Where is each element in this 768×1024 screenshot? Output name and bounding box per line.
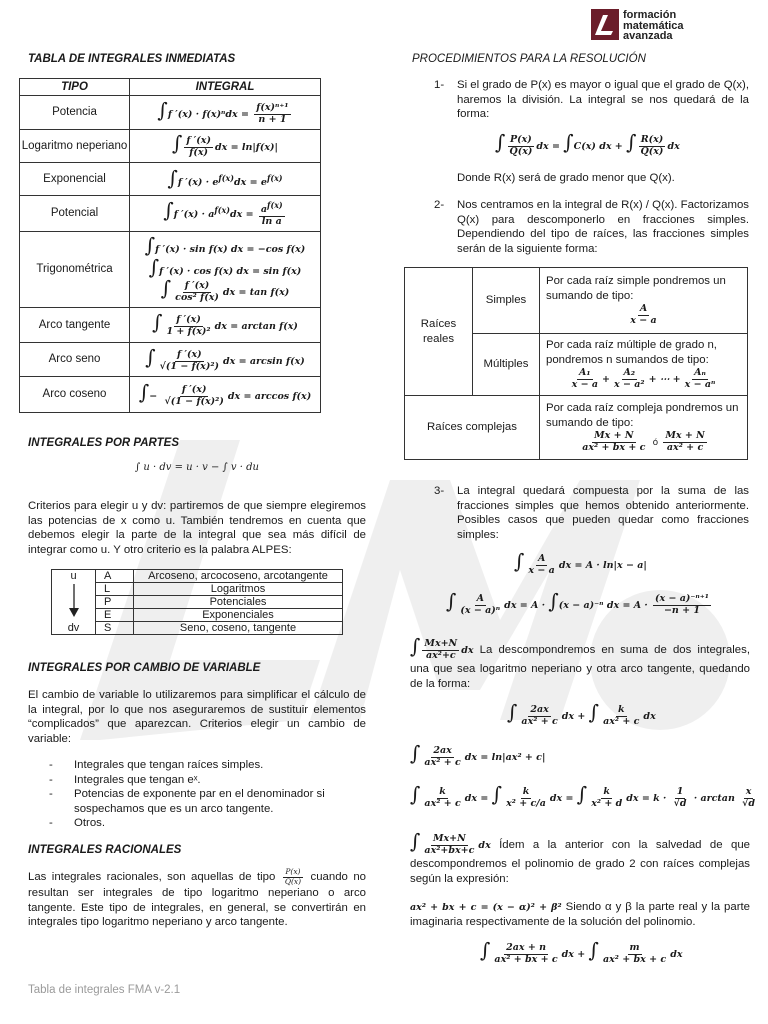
step1-formula: ∫ $\frac{P(x)}{Q(x)}$ dx = ∫C(x) dx + ∫ $\frac{R(x)}{Q(x)}$ dx bbox=[495, 130, 680, 157]
step3-text: La integral quedará compuesta por la suma de las fracciones simples que hemos obtenido anteriormente. Posibles casos que pueden quedar como fracciones simples: bbox=[457, 485, 749, 541]
formula-potencial: ∫f $'(x) \cdot a^{f(x)}dx$ = $\frac{a^{f(x)}}{\text{ln a}}$ bbox=[130, 196, 321, 232]
row-tipo: Arco seno bbox=[20, 343, 130, 377]
formula-arcotangente: ∫ $\frac{f '(x)}{\text{1 + f(x)²}}$ dx = arctan f(x) bbox=[130, 308, 321, 343]
alpes-desc: Logaritmos bbox=[134, 583, 343, 596]
alpha-paragraph: ax² + bx + c = (x − α)² + β² Siendo α y β la parte real y la parte imaginaria respectivamente de la solución del polinomio. bbox=[410, 901, 750, 928]
arrow-down-icon bbox=[52, 583, 96, 622]
list-item: - Integrales que tengan raíces simples. bbox=[28, 758, 366, 773]
racionales-text: Las integrales racionales, son aquellas de tipo $\frac{P(x)}{Q(x)}$ cuando no resultan ser integrales de tipo logaritmo neperiano o arco tangente. Este tipo de integrales, en general, se convertirán en integrales tipo logaritmo neperiano y arco tangente. bbox=[28, 867, 366, 929]
formula-potencia: ∫f ′(x) · f(x)ⁿdx = $\frac{\text{f(x)ⁿ⁺¹}}{n + 1}$ bbox=[130, 96, 321, 130]
formula-exponencial: ∫f $'(x) \cdot e^{f(x)}dx = e^{f(x)}$ bbox=[130, 163, 321, 196]
alpes-dv: dv bbox=[52, 622, 96, 635]
complex-paragraph: ∫ $\frac{Mx+N}{\text{ax²+bx+c}}$ dx Ídem a la anterior con la salvedad de que descompondremos el polinomio de grado 2 con raíces complejas según la expresión: bbox=[410, 829, 750, 885]
alpes-desc: Seno, coseno, tangente bbox=[134, 622, 343, 635]
step3-number: 3- bbox=[434, 485, 445, 497]
logo-line-1: formación bbox=[623, 9, 677, 21]
formula-ln-quadratic: ∫ $\frac{2ax}{\text{ax² + c}}$ dx = ln|ax² + c| bbox=[410, 741, 546, 768]
alpes-letter: S bbox=[96, 622, 134, 635]
list-item: - Potencias de exponente par en el denominador si sospechamos que es un arco tangente. bbox=[28, 787, 366, 816]
multiples-desc: Por cada raíz múltiple de grado n, pondremos n sumandos de tipo: bbox=[546, 339, 717, 367]
list-item: - Otros. bbox=[28, 816, 366, 831]
alpes-desc: Arcoseno, arcocoseno, arcotangente bbox=[134, 570, 343, 583]
alpes-letter: E bbox=[96, 609, 134, 622]
formula-ln-simple: ∫ $\frac{A}{x - a}$ dx = A · ln|x − a| bbox=[514, 549, 647, 576]
footer-version: Tabla de integrales FMA v-2.1 bbox=[28, 984, 181, 996]
table-inmediatas-title: TABLA DE INTEGRALES INMEDIATAS bbox=[28, 53, 236, 65]
row-tipo: Arco coseno bbox=[20, 377, 130, 413]
cambio-list bbox=[28, 758, 366, 831]
alpes-desc: Potenciales bbox=[134, 596, 343, 609]
simples-cell: Por cada raíz simple pondremos un sumando de tipo: $\frac{A}{x - a}$ bbox=[540, 268, 748, 334]
alpes-desc: Exponenciales bbox=[134, 609, 343, 622]
logo-line-2: matemática bbox=[623, 19, 684, 32]
row-tipo: Exponencial bbox=[20, 163, 130, 196]
formula-complex-split: ∫ $\frac{2ax + n}{\text{ax² + bx + c}}$ dx + ∫ $\frac{m}{\text{ax² + bx + c}}$ dx bbox=[480, 938, 683, 965]
procedimientos-title: PROCEDIMIENTOS PARA LA RESOLUCIÓN bbox=[412, 53, 646, 65]
formula-arcoseno: ∫ $\frac{f '(x)}{\text{√(1 − f(x)²)}}$ dx = arcsin f(x) bbox=[130, 343, 321, 377]
alpes-letter: L bbox=[96, 583, 134, 596]
list-item: - Integrales que tengan eˣ. bbox=[28, 773, 366, 788]
complejas-desc: Por cada raíz compleja pondremos un sumando de tipo: bbox=[546, 402, 739, 430]
formula-logaritmo: ∫ $\frac{f '(x)}{f(x)}$ dx = ln|f(x)| bbox=[130, 130, 321, 163]
mxn-paragraph: ∫ $\frac{Mx+N}{\text{ax²+c}}$ dx La descompondremos en suma de dos integrales, una que sea logaritmo neperiano y otra arco tangente, quedando de la forma: bbox=[410, 634, 750, 690]
step2-text: Nos centramos en la integral de R(x) / Q(x). Factorizamos Q(x) para descomponerlo en fracciones simples. Dependiendo del tipo de raíces, las fracciones simples serán de la siguiente forma: bbox=[457, 199, 749, 255]
row-tipo: Logaritmo neperiano bbox=[20, 130, 130, 163]
multiples-cell: Por cada raíz múltiple de grado n, pondremos n sumandos de tipo: $\frac{\text{A₁}}{x - a}$ + $\frac{\text{A₂}}{\text{x − a²}}$ + ⋯ + $\frac{\text{Aₙ}}{\text{x − aⁿ}}$ bbox=[540, 334, 748, 396]
logo-line-3: avanzada bbox=[623, 30, 673, 42]
alpes-letter: P bbox=[96, 596, 134, 609]
alpes-letter: A bbox=[96, 570, 134, 583]
simples-desc: Por cada raíz simple pondremos un sumando de tipo: bbox=[546, 275, 726, 303]
multiples-label: Múltiples bbox=[473, 334, 540, 396]
formula-arctan: ∫ $\frac{k}{\text{ax² + c}}$ dx = ∫ $\frac{k}{\text{x² + c/a}}$ dx = ∫ $\frac{k}{\text{x² + d}}$ dx = k · $\frac{1}{√d}$ · arctan $\frac{x}{√d}$ bbox=[410, 782, 756, 809]
simples-label: Simples bbox=[473, 268, 540, 334]
formula-arcocoseno: ∫− $\frac{f '(x)}{\text{√(1 − f(x)²)}}$ dx = arccos f(x) bbox=[130, 377, 321, 413]
step2-number: 2- bbox=[434, 199, 445, 211]
step1-note: Donde R(x) será de grado menor que Q(x). bbox=[457, 172, 675, 184]
step1-number: 1- bbox=[434, 79, 445, 91]
raices-reales: Raíces reales bbox=[405, 268, 473, 396]
partes-text: Criterios para elegir u y dv: partiremos de que siempre elegiremos las potencias de x como u. También tendremos en cuenta que debemos elegir la parte de la integral que sea más difícil de integrar como u. Y otro criterio es la palabra ALPES: bbox=[28, 500, 366, 556]
brand-logo bbox=[591, 9, 741, 43]
row-tipo: Potencia bbox=[20, 96, 130, 130]
logo-mark-icon bbox=[591, 9, 619, 40]
racionales-title: INTEGRALES RACIONALES bbox=[28, 844, 182, 856]
row-tipo: Arco tangente bbox=[20, 308, 130, 343]
formula-trigonometrica: ∫f ′(x) · sin f(x) dx = −cos f(x) ∫f ′(x) · cos f(x) dx = sin f(x) ∫ $\frac{f '(x)}{\text{cos² f(x)}}$ dx = tan f(x) bbox=[130, 232, 321, 308]
partes-formula: ∫ u · dv = u · v − ∫ v · du bbox=[135, 462, 259, 473]
col-integral-header: INTEGRAL bbox=[130, 79, 321, 96]
row-tipo: Trigonométrica bbox=[20, 232, 130, 308]
alpes-table bbox=[51, 569, 343, 635]
roots-table bbox=[404, 267, 748, 460]
raices-complejas: Raíces complejas bbox=[405, 396, 540, 460]
cambio-title: INTEGRALES POR CAMBIO DE VARIABLE bbox=[28, 662, 261, 674]
cambio-text: El cambio de variable lo utilizaremos para simplificar el cálculo de la integral, por lo que nos aseguraremos de sustituir elementos “complicados” que aparezcan. Criterios elegir un cambio de variable: bbox=[28, 689, 366, 745]
partes-title: INTEGRALES POR PARTES bbox=[28, 437, 180, 449]
complejas-cell: Por cada raíz compleja pondremos un sumando de tipo: $\frac{Mx + N}{\text{ax² + bx + c}}$ ó $\frac{Mx + N}{\text{ax² + c}}$ bbox=[540, 396, 748, 460]
alpes-u: u bbox=[52, 570, 96, 583]
row-tipo: Potencial bbox=[20, 196, 130, 232]
formula-split: ∫ $\frac{2ax}{\text{ax² + c}}$ dx + ∫ $\frac{k}{\text{ax² + c}}$ dx bbox=[507, 700, 656, 727]
formula-power-multiple: ∫ $\frac{A}{\text{(x − a)ⁿ}}$ dx = A · ∫(x − a)⁻ⁿ dx = A · $\frac{\text{(x − a)⁻ⁿ⁺¹}}{-n + 1}$ bbox=[446, 589, 709, 616]
integrals-table bbox=[19, 78, 321, 413]
step1-text: Si el grado de P(x) es mayor o igual que el grado de Q(x), haremos la división. La integral se nos quedará de la forma: bbox=[457, 79, 749, 121]
col-tipo-header: TIPO bbox=[20, 79, 130, 96]
